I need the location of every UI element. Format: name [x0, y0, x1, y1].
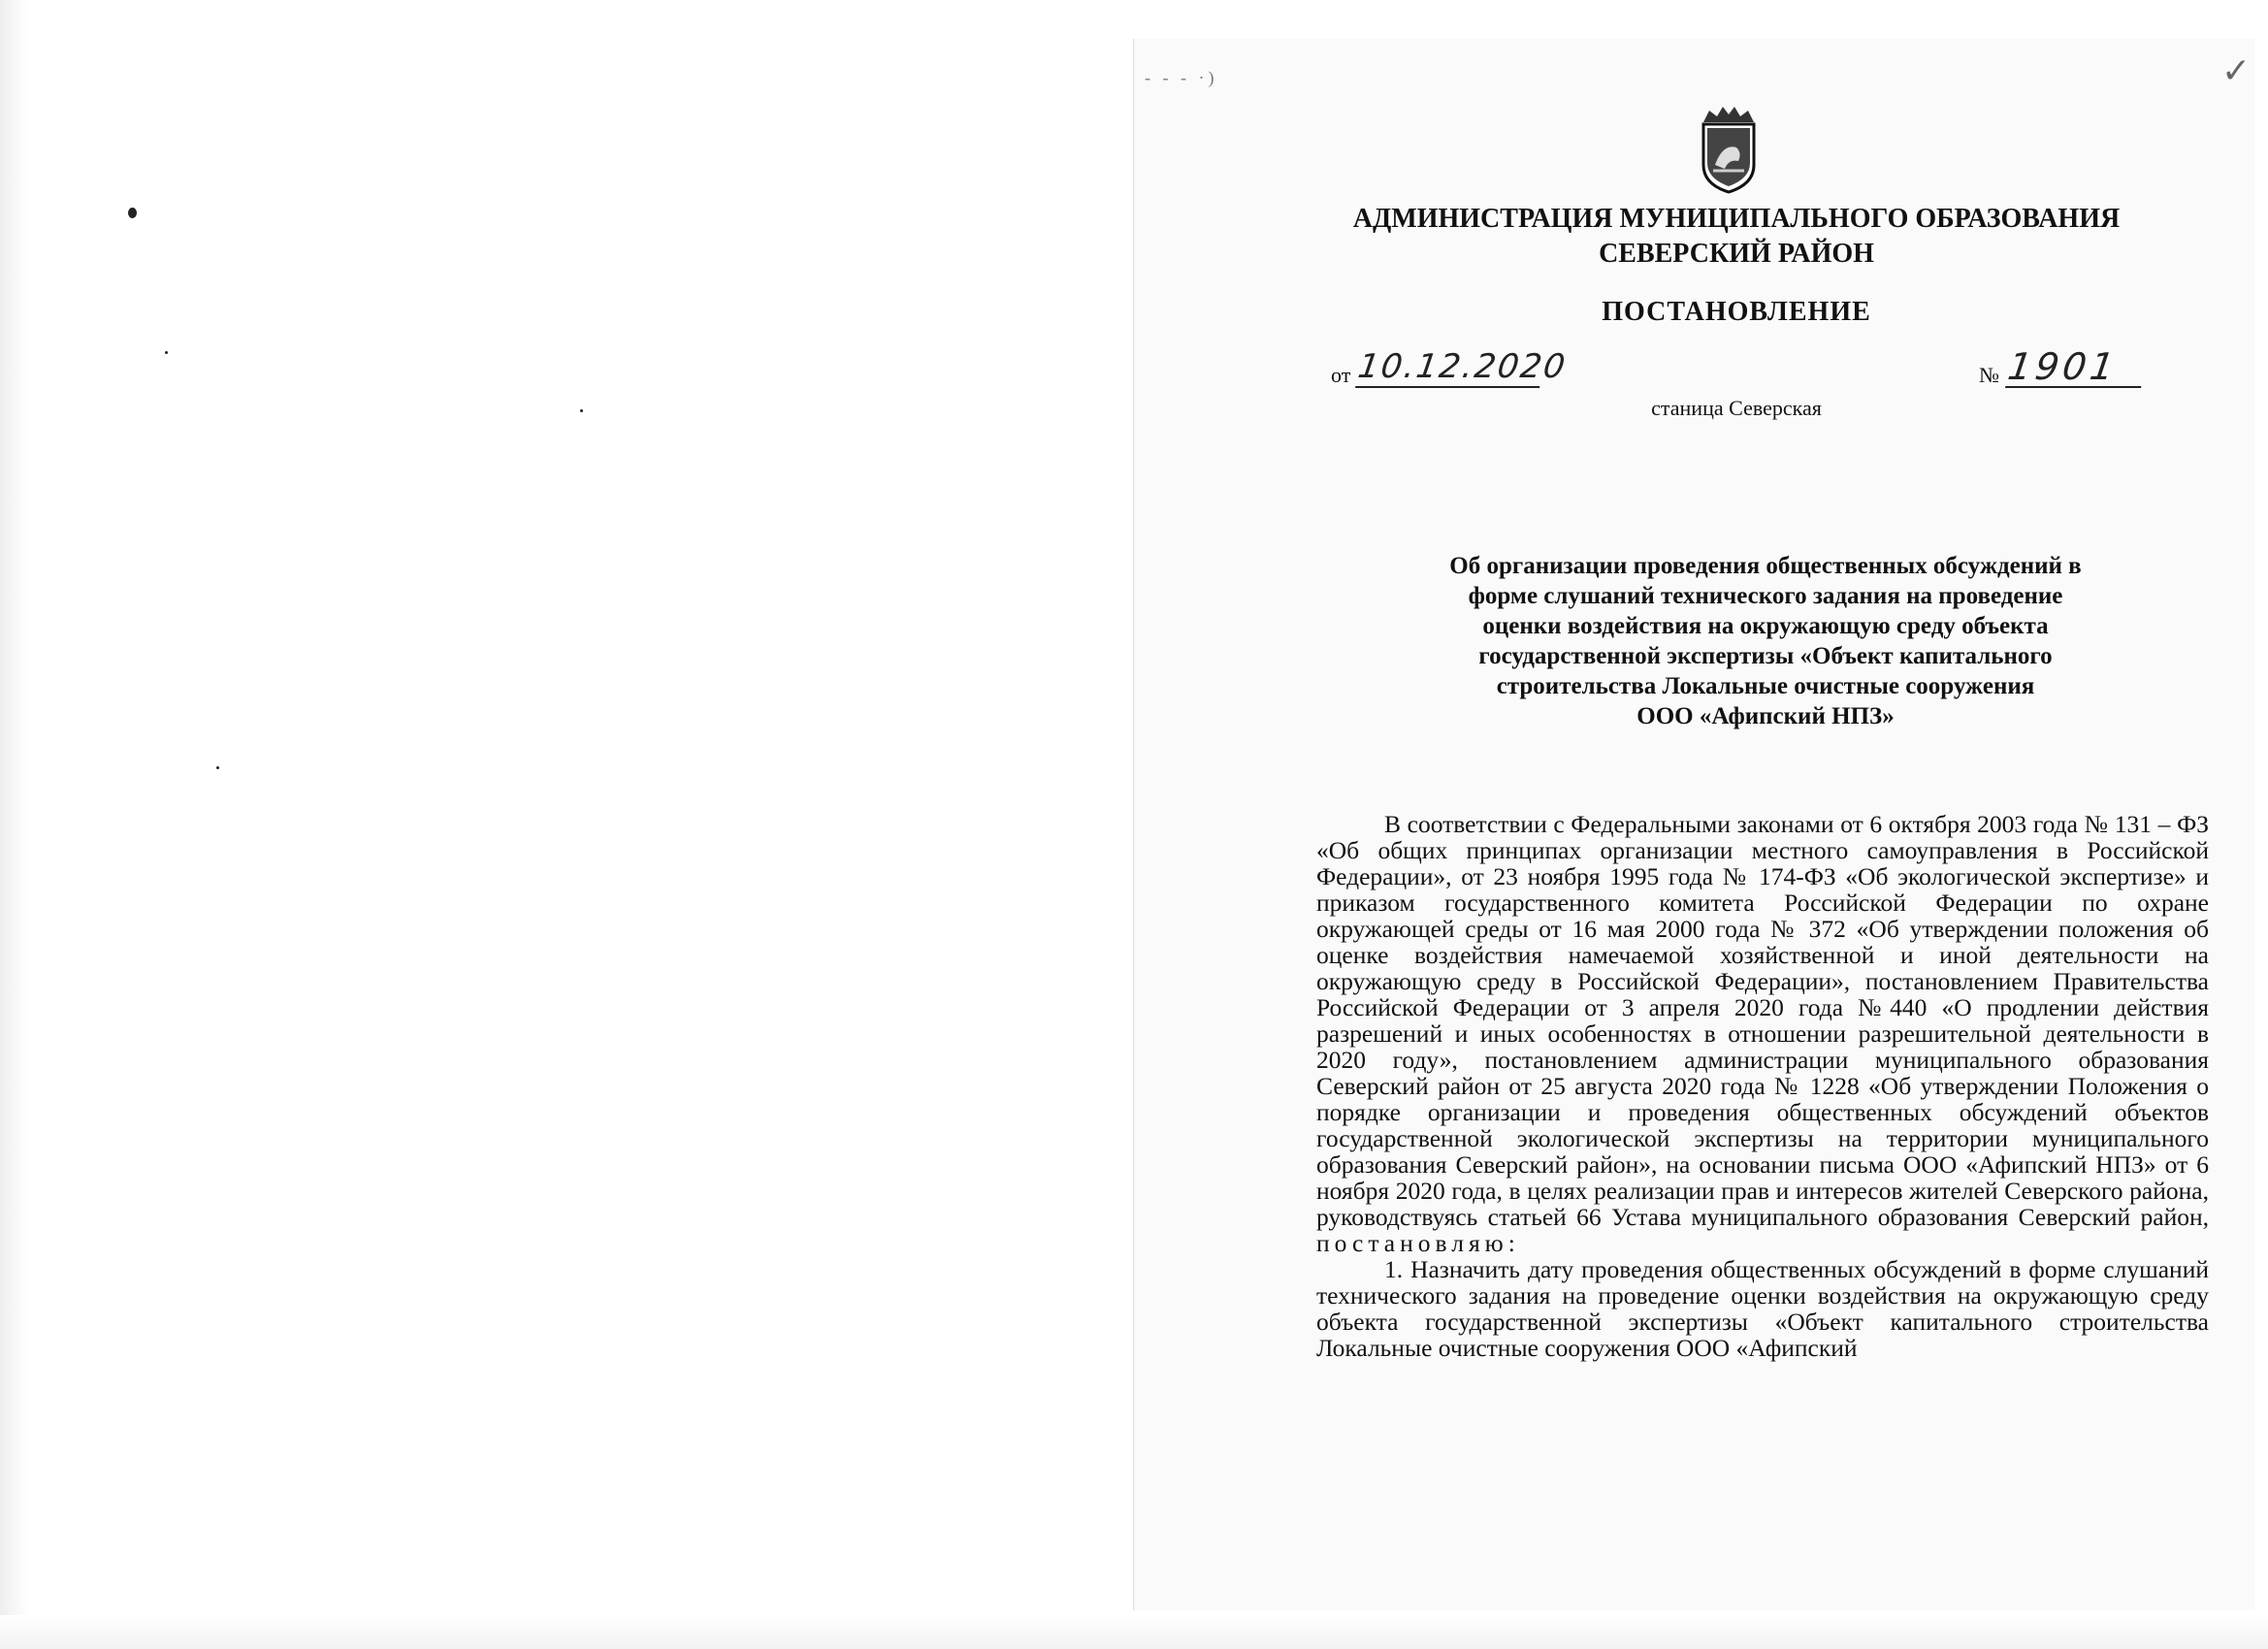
- handwritten-date: 10.12.2020: [1355, 347, 1570, 386]
- scan-speck: [216, 766, 219, 769]
- document-body: [1316, 811, 2209, 1361]
- organization-name-line: СЕВЕРСКИЙ РАЙОН: [1599, 239, 1874, 269]
- check-mark-icon: ✓: [2221, 51, 2252, 90]
- title-line: ООО «Афипский НПЗ»: [1636, 703, 1895, 729]
- title-line: Об организации проведения общественных обсуждений в: [1449, 553, 2082, 579]
- number-label: №: [1979, 363, 1999, 387]
- date-label: от: [1331, 363, 1351, 387]
- scan-mark: - - - ·): [1145, 68, 1218, 87]
- title-line: форме слушаний технического задания на проведение: [1468, 583, 2063, 609]
- scan-speck: [580, 409, 583, 412]
- coat-of-arms-icon: [1700, 105, 1758, 194]
- scan-speck: [165, 351, 168, 354]
- decree-word: постановляю:: [1316, 1229, 1520, 1257]
- scan-speck: [128, 208, 137, 218]
- scan-edge: [0, 1615, 2268, 1649]
- title-line: государственной экспертизы «Объект капитального: [1478, 643, 2053, 669]
- document-title: [1397, 551, 2134, 731]
- organization-name-line: АДМИНИСТРАЦИЯ МУНИЦИПАЛЬНОГО ОБРАЗОВАНИЯ: [1352, 204, 2121, 234]
- preamble-text: В соответствии с Федеральными законами от 6 октября 2003 года № 131 – ФЗ «Об общих принципах организации местного самоуправления в Российской Федерации», от 23 ноября 1995 года № 174-ФЗ «Об экологической экспертизе» и приказом государственного комитета Российской Федерации по охране окружающей среды от 16 мая 2000 года № 372 «Об утверждении положения об оценке воздействия намечаемой хозяйственной и иной деятельности на окружающую среду в Российской Федерации», постановлением Правительства Российской Федерации от 3 апреля 2020 года №440 «О продлении действия разрешений и иных особенностях в отношении разрешительной деятельности в 2020 году», постановлением администрации муниципального образования Северский район от 25 августа 2020 года № 1228 «Об утверждении Положения о порядке организации и проведения общественных обсуждений объектов государственной экологической экспертизы на территории муниципального образования Северский район», на основании письма ООО «Афипский НПЗ» от 6 ноября 2020 года, в целях реализации прав и интересов жителей Северского района, руководствуясь статьей 66 Устава муниципального образования Северский район,: [1316, 810, 2209, 1231]
- scan-edge: [0, 0, 29, 1649]
- handwritten-number: 1901: [2005, 347, 2147, 388]
- document-type-heading: ПОСТАНОВЛЕНИЕ: [1602, 297, 1871, 327]
- title-line: оценки воздействия на окружающую среду объекта: [1482, 613, 2049, 639]
- item-1-paragraph: 1. Назначить дату проведения общественных обсуждений в форме слушаний технического задания на проведение оценки воздействия на окружающую среду объекта государственной экспертизы «Объект капитального строительства Локальные очистные сооружения ООО «Афипский: [1316, 1255, 2209, 1362]
- preamble-paragraph: [1316, 811, 2209, 1256]
- place-of-issue: станица Северская: [1651, 396, 1822, 420]
- title-line: строительства Локальные очистные сооружения: [1496, 673, 2035, 699]
- organization-name: [1339, 202, 2134, 272]
